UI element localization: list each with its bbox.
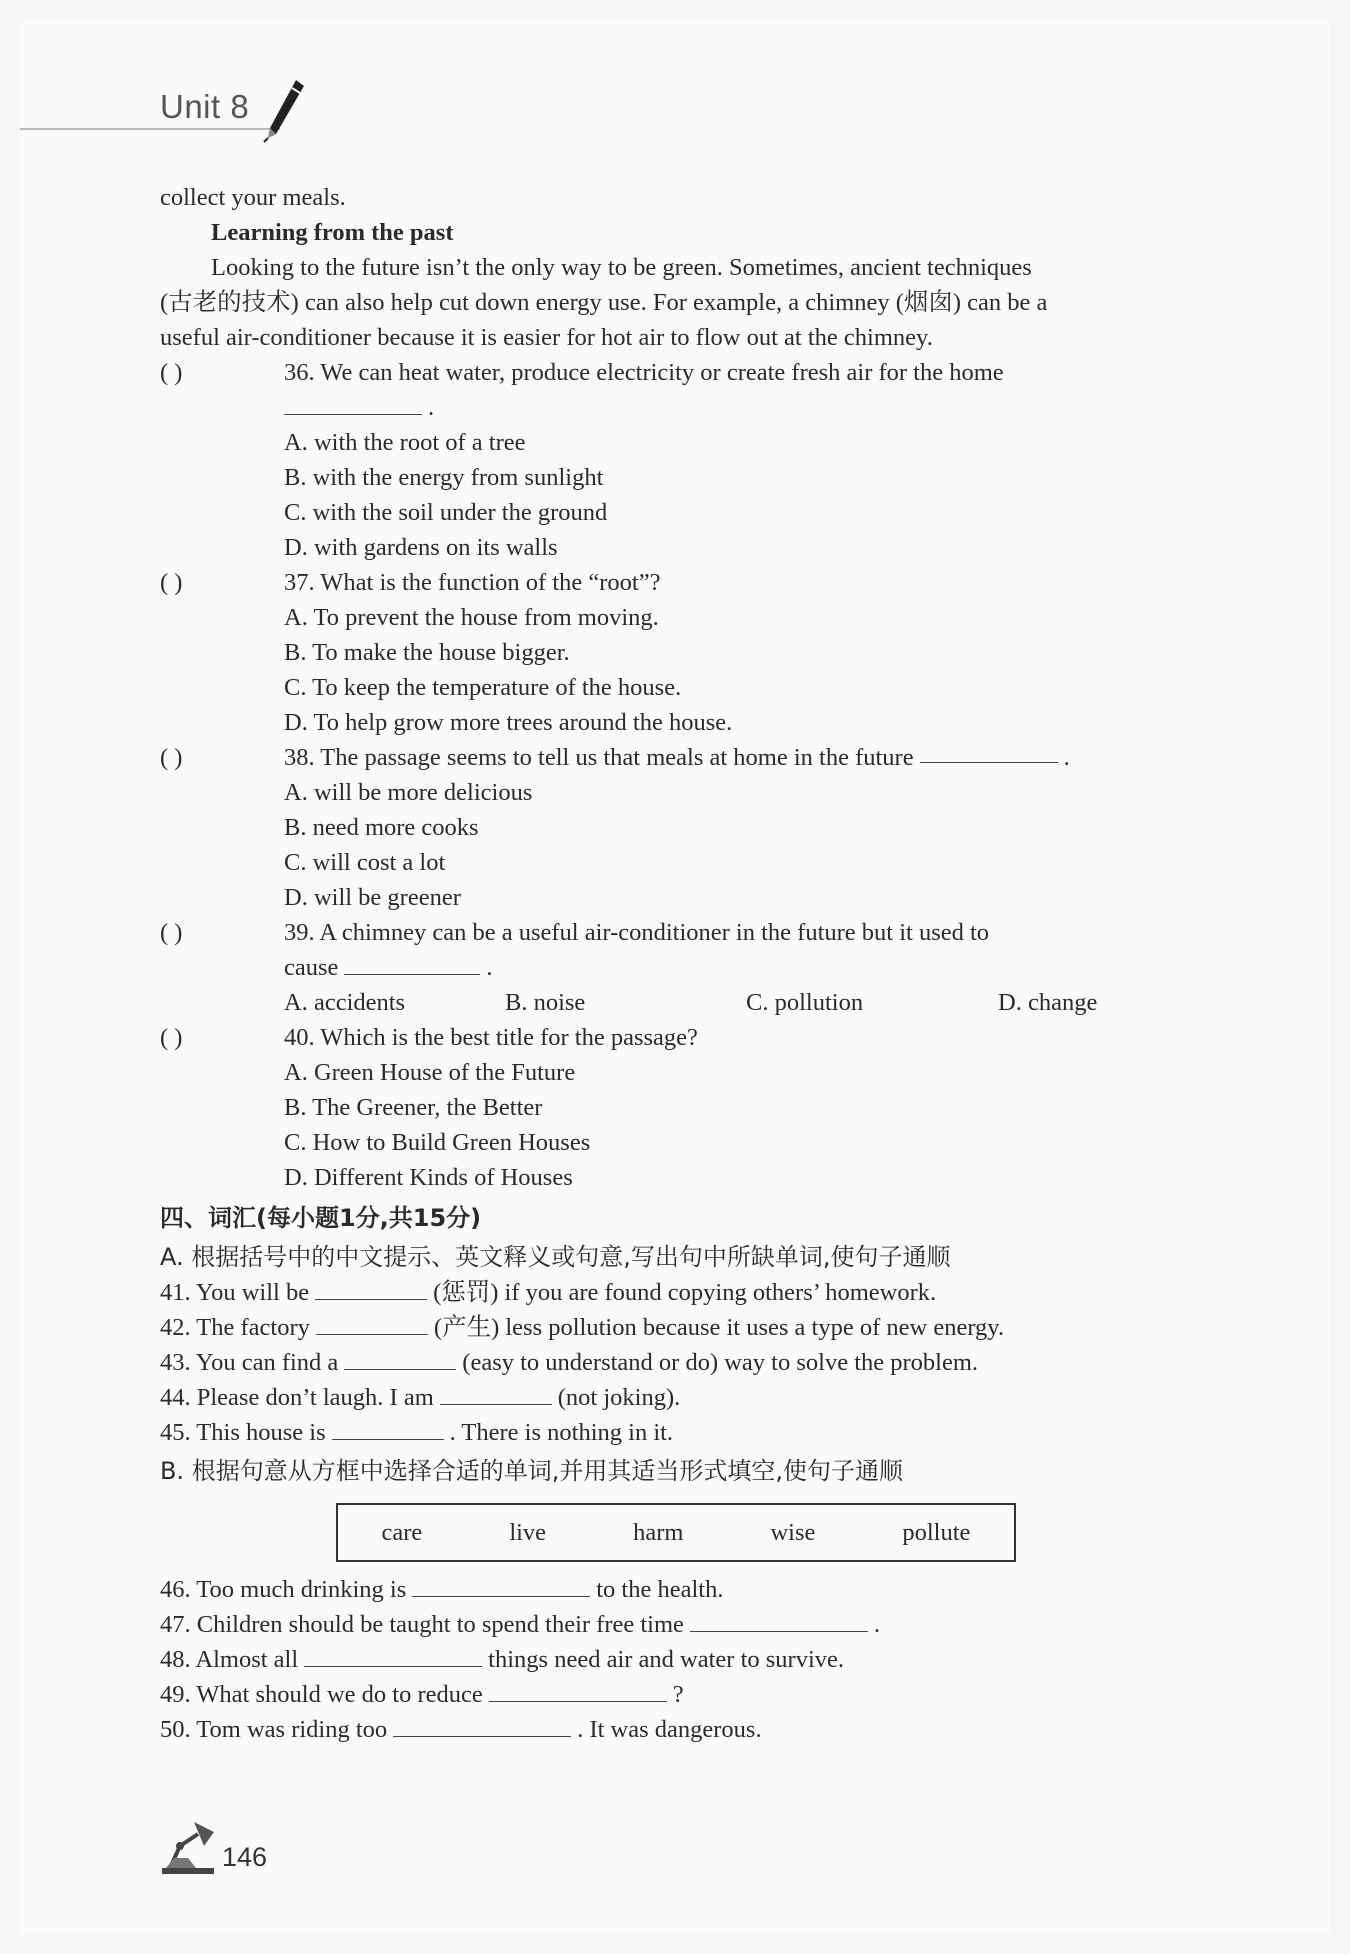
option[interactable]: A. To prevent the house from moving. (284, 604, 659, 631)
item-text: 46. Too much drinking is (160, 1576, 407, 1603)
option[interactable]: C. with the soil under the ground (284, 499, 608, 526)
passage-line: (古老的技术) can also help cut down energy use. For example, a chimney (烟囱) can be a (160, 289, 1048, 316)
answer-blank[interactable] (920, 740, 1058, 763)
part-b-instruction: B. 根据句意从方框中选择合适的单词,并用其适当形式填空,使句子通顺 (160, 1457, 903, 1485)
answer-blank[interactable] (304, 1644, 482, 1667)
answer-blank[interactable] (412, 1574, 590, 1597)
option[interactable]: A. accidents (284, 989, 406, 1016)
punct: . (486, 954, 493, 981)
question-stem-cont (160, 390, 1200, 425)
stem-text: cause (284, 954, 339, 981)
page-number: 146 (222, 1842, 268, 1872)
section-heading: 四、词汇(每小题1分,共15分) (160, 1204, 482, 1232)
answer-blank[interactable] (344, 952, 480, 975)
item-text: 43. You can find a (160, 1349, 339, 1376)
item-text: things need air and water to survive. (488, 1646, 844, 1673)
answer-paren[interactable]: ( ) (160, 569, 183, 596)
item-text: to the health. (596, 1576, 724, 1603)
option[interactable]: C. will cost a lot (284, 849, 446, 876)
part-a-instruction: A. 根据括号中的中文提示、英文释义或句意,写出句中所缺单词,使句子通顺 (160, 1243, 951, 1271)
word-box-item: care (381, 1519, 423, 1546)
answer-blank[interactable] (489, 1679, 667, 1702)
item-text: (惩罚) if you are found copying others’ homework. (433, 1279, 937, 1306)
option[interactable]: B. noise (505, 989, 586, 1016)
question-38 (160, 740, 1200, 775)
question-37 (160, 565, 1200, 600)
passage-line: useful air-conditioner because it is easier for hot air to flow out at the chimney. (160, 324, 933, 351)
question-40 (160, 1020, 1200, 1055)
vocab-item-48 (160, 1642, 1200, 1677)
answer-blank[interactable] (315, 1277, 427, 1300)
item-text: 41. You will be (160, 1279, 310, 1306)
question-stem: 39. A chimney can be a useful air-conditioner in the future but it used to (284, 919, 990, 946)
answer-blank[interactable] (344, 1347, 456, 1370)
vocab-item-41 (160, 1275, 1200, 1310)
question-stem: 36. We can heat water, produce electricity or create fresh air for the home (284, 359, 1004, 386)
word-box (336, 1503, 1016, 1562)
punct: . (1063, 744, 1070, 771)
question-39 (160, 915, 1200, 950)
vocab-item-44 (160, 1380, 1200, 1415)
vocab-item-46 (160, 1572, 1200, 1607)
content (160, 180, 1200, 1747)
pen-icon (262, 78, 306, 144)
vocab-item-47 (160, 1607, 1200, 1642)
passage-line: Looking to the future isn’t the only way to be green. Sometimes, ancient techniques (211, 254, 1032, 281)
vocab-item-45 (160, 1415, 1200, 1450)
option[interactable]: A. will be more delicious (284, 779, 533, 806)
vocab-item-42 (160, 1310, 1200, 1345)
item-text: (产生) less pollution because it uses a type of new energy. (433, 1314, 1005, 1341)
item-text: 50. Tom was riding too (160, 1716, 388, 1743)
vocab-item-50 (160, 1712, 1200, 1747)
option[interactable]: D. Different Kinds of Houses (284, 1164, 573, 1191)
option[interactable]: B. The Greener, the Better (284, 1094, 543, 1121)
item-text: 47. Children should be taught to spend their free time (160, 1611, 684, 1638)
item-text: 42. The factory (160, 1314, 310, 1341)
item-text: . There is nothing in it. (449, 1419, 674, 1446)
answer-blank[interactable] (316, 1312, 428, 1335)
answer-blank[interactable] (332, 1417, 444, 1440)
item-text: (easy to understand or do) way to solve the problem. (462, 1349, 979, 1376)
question-stem: 37. What is the function of the “root”? (284, 569, 661, 596)
word-box-item: live (509, 1519, 547, 1546)
unit-title: Unit 8 (160, 88, 250, 125)
option[interactable]: D. To help grow more trees around the house. (284, 709, 733, 736)
option[interactable]: B. need more cooks (284, 814, 479, 841)
answer-blank[interactable] (284, 392, 422, 415)
item-text: . (873, 1611, 881, 1638)
option[interactable]: C. To keep the temperature of the house. (284, 674, 682, 701)
option[interactable]: D. change (998, 989, 1098, 1016)
option[interactable]: D. with gardens on its walls (284, 534, 558, 561)
item-text: 48. Almost all (160, 1646, 299, 1673)
question-stem: 38. The passage seems to tell us that meals at home in the future (284, 744, 914, 771)
vocab-item-43 (160, 1345, 1200, 1380)
answer-paren[interactable]: ( ) (160, 744, 183, 771)
answer-blank[interactable] (690, 1609, 868, 1632)
question-stem-cont (160, 950, 1200, 985)
item-text: 44. Please don’t laugh. I am (160, 1384, 434, 1411)
header-rule (20, 128, 280, 130)
word-box-item: pollute (902, 1519, 971, 1546)
punct: . (428, 394, 435, 421)
word-box-item: wise (770, 1519, 816, 1546)
passage-subheading: Learning from the past (211, 219, 454, 246)
option[interactable]: A. with the root of a tree (284, 429, 526, 456)
item-text: . It was dangerous. (577, 1716, 762, 1743)
question-36 (160, 355, 1200, 390)
item-text: (not joking). (557, 1384, 681, 1411)
passage-line: collect your meals. (160, 184, 346, 211)
vocab-item-49 (160, 1677, 1200, 1712)
option[interactable]: B. with the energy from sunlight (284, 464, 604, 491)
word-box-item: harm (633, 1519, 684, 1546)
option[interactable]: A. Green House of the Future (284, 1059, 576, 1086)
answer-paren[interactable]: ( ) (160, 919, 183, 946)
answer-paren[interactable]: ( ) (160, 1024, 183, 1051)
option[interactable]: B. To make the house bigger. (284, 639, 570, 666)
item-text: ? (672, 1681, 684, 1708)
option[interactable]: D. will be greener (284, 884, 461, 911)
answer-paren[interactable]: ( ) (160, 359, 183, 386)
answer-blank[interactable] (440, 1382, 552, 1405)
desk-lamp-icon (158, 1812, 218, 1878)
option[interactable]: C. How to Build Green Houses (284, 1129, 591, 1156)
item-text: 49. What should we do to reduce (160, 1681, 483, 1708)
option-row (160, 985, 1200, 1020)
option[interactable]: C. pollution (746, 989, 864, 1016)
question-stem: 40. Which is the best title for the passage? (284, 1024, 698, 1051)
answer-blank[interactable] (393, 1714, 571, 1737)
item-text: 45. This house is (160, 1419, 326, 1446)
